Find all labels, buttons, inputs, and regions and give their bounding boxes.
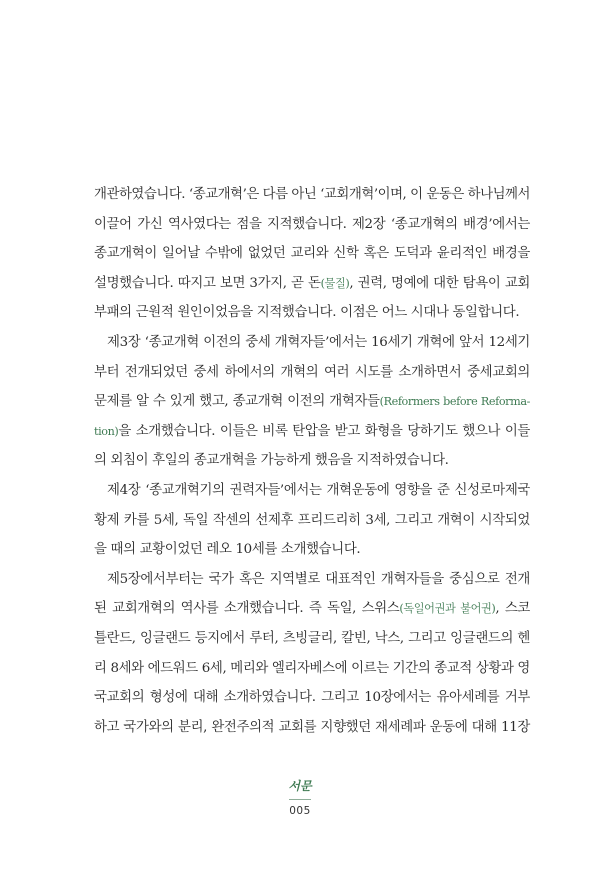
text-line: 부패의 근원적 원인이었음을 지적했습니다. 이점은 어느 시대나 동일합니다. [94,305,520,321]
text-line: 설명했습니다. 따지고 보면 3가지, 곧 돈(물질), 권력, 명예에 대한 탐욕이 교회 [94,275,531,291]
text-line: 의 외침이 후일의 종교개혁을 가능하게 했음을 지적하였습니다. [94,453,449,469]
text-line: 황제 카를 5세, 독일 작센의 선제후 프리드리히 3세, 그리고 개혁이 시작되었 [94,512,530,528]
text-line: 리 8세와 에드워드 6세, 메리와 엘리자베스에 이르는 기간의 종교적 상황과 영 [94,660,530,676]
annotation-material: (물질) [320,276,350,290]
text-line: 부터 전개되었던 중세 하에서의 개혁의 여러 시도를 소개하면서 중세교회의 [94,364,530,380]
text-line: tion)을 소개했습니다. 이들은 비록 탄압을 받고 화형을 당하기도 했으나 이들 [94,423,530,439]
text-line: 을 때의 교황이었던 레오 10세를 소개했습니다. [94,542,361,558]
paragraph-start: 제3장 ‘종교개혁 이전의 중세 개혁자들’에서는 16세기 개혁에 앞서 12세기 [107,334,530,350]
text-line: 이끌어 가신 역사였다는 점을 지적했습니다. 제2장 ‘종교개혁의 배경’에서는 [94,216,530,232]
footer-divider [289,799,311,800]
body-text [94,180,530,742]
text-line: 개관하였습니다. ‘종교개혁’은 다름 아닌 ‘교회개혁’이며, 이 운동은 하나님께서 [94,187,530,202]
annotation-languages: (독일어권과 불어권) [399,602,496,616]
text-line: 국교회의 형성에 대해 소개하였습니다. 그리고 10장에서는 유아세례를 거부 [94,690,530,706]
text-line: 문제를 알 수 있게 했고, 종교개혁 이전의 개혁자들(Reformers before Reforma- [94,394,530,410]
section-title: 서문 [288,779,312,793]
text-line: 틀란드, 잉글랜드 등지에서 루터, 츠빙글리, 칼빈, 낙스, 그리고 잉글랜드의 헨 [94,630,530,646]
paragraph-start: 제5장에서부터는 국가 혹은 지역별로 대표적인 개혁자들을 중심으로 전개 [107,571,530,587]
text-line: 된 교회개혁의 역사를 소개했습니다. 즉 독일, 스위스(독일어권과 불어권), 스코 [94,601,530,617]
page-number: 005 [289,805,311,817]
text-line: 하고 국가와의 분리, 완전주의적 교회를 지향했던 재세례파 운동에 대해 11장 [94,719,530,735]
paragraph-start: 제4장 ‘종교개혁기의 권력자들’에서는 개혁운동에 영향을 준 신성로마제국 [107,482,530,498]
annotation-english-cont: tion) [94,424,119,438]
text-line: 종교개혁이 일어날 수밖에 없었던 교리와 신학 혹은 도덕과 윤리적인 배경을 [94,246,530,262]
page-footer [0,777,600,817]
annotation-english: (Reformers before Reforma- [379,395,530,409]
